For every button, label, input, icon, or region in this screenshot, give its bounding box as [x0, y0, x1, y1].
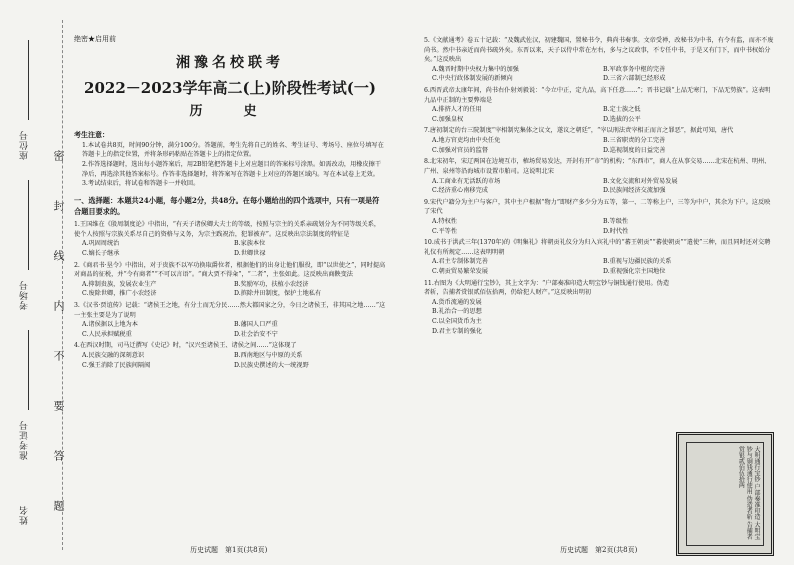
option: D.摈除井田制度，保护土地私有: [234, 290, 322, 298]
banknote-image: [676, 432, 774, 556]
option: C.中央行政体制发展的新倾向: [432, 75, 513, 83]
option: B.重视与边疆民族的关系: [603, 258, 672, 266]
option: D.社会治安不宁: [234, 330, 278, 338]
option: A.特权性: [432, 217, 457, 225]
option: A.排挤人才的任用: [432, 106, 482, 114]
fold-line: [62, 20, 63, 550]
seal-char: 内: [52, 300, 65, 313]
question: [424, 126, 774, 155]
seal-char: 不: [52, 350, 65, 363]
room-number-label: 考场号: [20, 280, 30, 310]
page-footer: 历史试题 第2页(共8页): [560, 546, 638, 554]
option: B.等级性: [603, 217, 629, 225]
option: D.民族间经济交流加强: [603, 187, 666, 195]
banknote-inscription: 大明通行宝钞 户部奏准印造 大明宝钞与铜钱通行使用 伪造者斩 告捕者赏银贰佰伍拾两: [686, 442, 764, 546]
option: C.加强对官员的监督: [432, 146, 488, 154]
options: [74, 351, 386, 370]
option: C.加强皇权: [432, 115, 464, 123]
seal-char: 要: [52, 400, 65, 413]
option: A.巩固周统治: [82, 240, 120, 248]
option: C.嫡长子继承: [82, 249, 120, 257]
seal-char: 封: [52, 200, 65, 213]
option: A.货币流通的发展: [432, 298, 482, 306]
page-footer: 历史试题 第1页(共8页): [190, 546, 268, 554]
option: D.巡视制度的日益完善: [603, 146, 666, 154]
seal-char: 题: [52, 500, 65, 513]
option: B.家族本位: [234, 240, 266, 248]
option: D.君主专制的强化: [432, 327, 483, 335]
question-stem: 11.右图为《大明通行宝钞》，其上文字为：“户部奏准印造大明宝钞与铜钱通行使用。伪造者斩，告捕者赏银贰佰伍拾两，仍给犯人财产。”这反映出明初: [424, 279, 670, 297]
option: B.军政事务中枢的完善: [603, 65, 666, 73]
question: [424, 86, 774, 124]
option: B.三省职责的分工完善: [603, 137, 666, 145]
option: C.废除世卿，推广小农经济: [82, 290, 157, 298]
question: [424, 157, 774, 195]
question: [424, 279, 674, 337]
option: B.文化交流和对外贸易发展: [603, 177, 678, 185]
option: B.西南地区与中原的关系: [234, 352, 303, 360]
option: C.平等性: [432, 227, 458, 235]
exam-subtitle: 2022－2023学年高二(上)阶段性考试(一): [84, 78, 376, 97]
question: [424, 238, 774, 276]
options: [424, 177, 774, 196]
option: A.地方官吏均由中央任免: [432, 137, 501, 145]
notes-title: 考生注意：: [74, 129, 109, 139]
option: C.以全国货币为主: [432, 318, 482, 326]
option: C.人民承担赋税重: [82, 330, 132, 338]
option: A.民族交融的深刻意识: [82, 352, 145, 360]
option: D.三省六部制已经形成: [603, 75, 666, 83]
note-item: 3.考试结束后，将试卷和答题卡一并收回。: [82, 180, 200, 188]
option: A.魏晋时期中央权力集中的加强: [432, 65, 519, 73]
option: B.礼治合一的思想: [432, 308, 482, 316]
option: C.强王消除了民族间隔阂: [82, 361, 151, 369]
exam-id-label: 准考证号: [20, 420, 30, 460]
options: [424, 105, 774, 124]
seal-char: 线: [52, 250, 65, 263]
exam-title: 湘豫名校联考: [176, 54, 284, 71]
option: A.诸侯据以上地为本: [82, 321, 138, 329]
question-stem: 6.西晋武帝太康年间，尚书右仆射刘毅说：“今立中正，定九品，高下任意……”；晋书记载“上品无寒门，下品无势族”。这表明九品中正制的主要弊端是: [424, 87, 771, 104]
seal-char: 密: [52, 150, 65, 163]
line: [28, 40, 29, 120]
options: [74, 239, 386, 258]
question: [74, 341, 386, 370]
secret-mark: 绝密★启用前: [74, 35, 116, 43]
options: [424, 298, 674, 336]
seat-number-label: 座位号: [20, 130, 30, 160]
option: D.重视强化宗主国地位: [603, 268, 666, 276]
option: C.朝贡贸易繁荣发展: [432, 268, 488, 276]
options: [74, 320, 386, 339]
option: D.选拔的公平: [603, 115, 641, 123]
page-2: [424, 34, 774, 336]
question: [74, 220, 386, 258]
option: A.君主专制体制完善: [432, 258, 488, 266]
line: [28, 330, 29, 410]
subject-title: 历 史: [189, 103, 271, 119]
note-item: 2.作答选择题时，选出每小题答案后，用2B铅笔把答题卡上对应题目的答案标号涂黑。如需改动，用橡皮擦干净后，再选涂其他答案标号。作答非选择题时，将答案写在答题卡上对应的答题区域内。写在本试卷上无效。: [82, 160, 382, 178]
option: A.工商业有无活跃的市场: [432, 177, 501, 185]
option: B.藩国人口严重: [234, 321, 278, 329]
question-stem: 3.《汉书·贾谊传》记载：“诸侯王之地，有分土而无分民……然大都国家之分，今日之诸侯王，非其国之地……”这一主张主要是为了说明: [74, 302, 386, 319]
options: [424, 217, 774, 236]
option: A.抑制贵族，发展农业生产: [82, 280, 157, 288]
option: B.定士族之低: [603, 106, 641, 114]
option: D.世卿世禄: [234, 249, 266, 257]
question-stem: 1.王国维在《殷周制度论》中指出，“有天子诸侯卿大夫士的等级，按照与宗主的关系亲疏划分为不同等级关系，使个人按照与宗族关系尽自己的资格与义务，为宗主践祝治，犯罪被弃”。这反映出宗法制度的特征是: [74, 221, 381, 238]
question: [424, 198, 774, 236]
question-stem: 9.宋代户籍分为主户与客户，其中主户根据“物力”即财产多少分为五等，第一、二等称上户，三等为中户，其余为下户。这反映了宋代: [424, 198, 771, 216]
question-stem: 10.成书于洪武三年(1370年)的《明集礼》将朝贡礼仪分为归入宾礼中的“蕃王朝贡”“蕃使朝贡”“遣使”三种，而且同时还对交聘礼仪有所规定……这表明明朝: [424, 239, 771, 256]
seal-char: 答: [52, 450, 65, 463]
binding-margin: [0, 0, 72, 565]
option: C.经济重心南移完成: [432, 187, 488, 195]
option: B.奖励军功，扶植小农经济: [234, 280, 309, 288]
option: D.时代性: [603, 227, 629, 235]
question: [74, 261, 386, 299]
question-stem: 8.北宋初年，宋辽两国在边境互市，榷场贸易发达，开封有开“市”的机构；“东西市”，商人在从事交易……北宋在杭州、明州、广州、泉州等沿海城市设置市舶司。这说明北宋: [424, 158, 771, 175]
options: [424, 257, 774, 276]
name-label: 姓名: [20, 505, 30, 525]
section-heading: 一、选择题：本题共24小题，每小题2分，共48分。在每小题给出的四个选项中，只有一项是符合题目要求的。: [74, 195, 380, 216]
page-1: [74, 34, 386, 370]
option: D.民族史撰述的大一统视野: [234, 361, 309, 369]
options: [424, 136, 774, 155]
options: [74, 280, 386, 299]
note-item: 1.本试卷共8页，时间90分钟，满分100分。答题前，考生先将自己的姓名、考生证号、考场号、座位号填写在答题卡上的指定位置，并将条形码粘贴在答题卡上的指定位置。: [82, 141, 384, 159]
options: [424, 65, 774, 84]
question-stem: 5.《文献通考》卷五十记载：“及魏武佐汉，初建魏国，置秘书令，典尚书奏事。文帝受禅，改秘书为中书，有令有监，而亦不废尚书。然中书亲近而尚书疏外矣。东晋以来，天子以侍中常在左右，多与之议政事，不专任中书，于是又有门下，而中书权始分矣。”这反映出: [424, 37, 774, 64]
line: [28, 180, 29, 270]
question: [74, 301, 386, 339]
question-stem: 7.唐初制定的台三院制度“宰相制宪集体之议文，遂议之朝廷”，“宰以刑法责宰相正而言之罪恶”，据此可知，唐代: [424, 127, 734, 135]
question-stem: 2.《商君书·垦令》中指出，对于贵族不以军功换取爵位者，根据他们的出身让他们服役，即“以世使之”，同时提高对商品的征税，并“令有商者”“不可以言语”。“商大贾不得籴”，“二者”，主张如此。这反映出商鞅变法: [74, 261, 386, 279]
question: [424, 36, 774, 84]
question-stem: 4.在西汉时期，司马迁撰写《史记》时，“汉兴至诸侯王、诸侯之间……”这体现了: [74, 342, 297, 350]
